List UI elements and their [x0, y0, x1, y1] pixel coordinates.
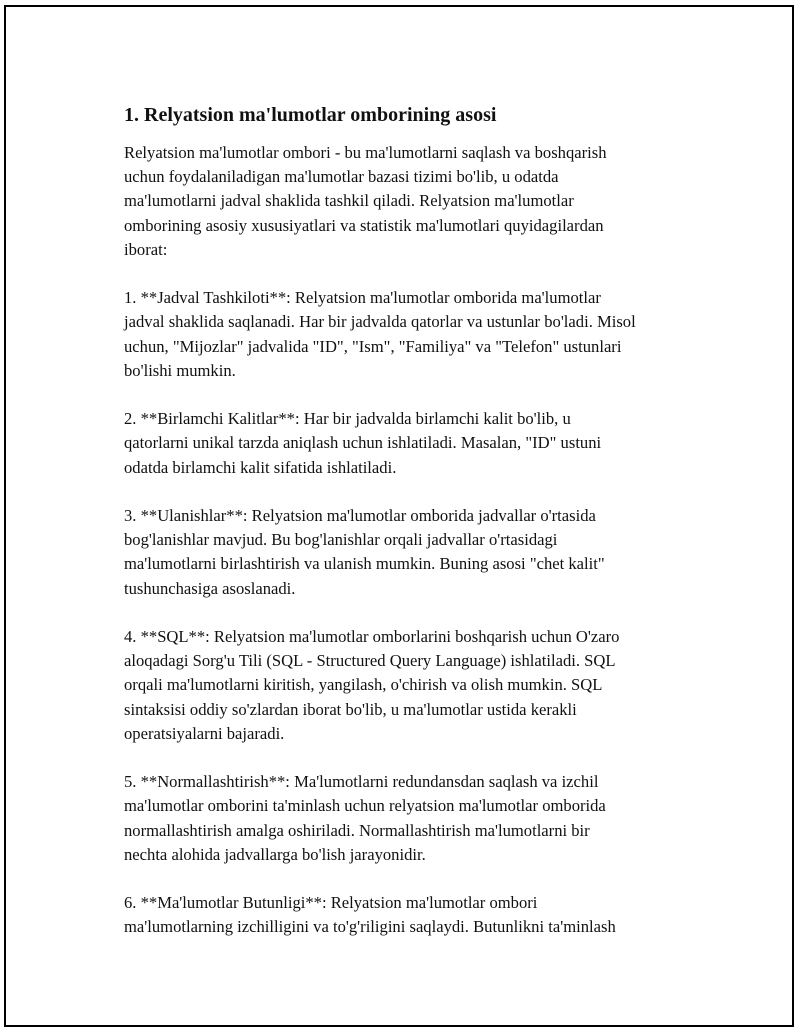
text-line: uchun foydalaniladigan ma'lumotlar bazasi tizimi bo'lib, u odatda	[124, 167, 559, 187]
text-line: bo'lishi mumkin.	[124, 360, 236, 380]
paragraph	[124, 625, 704, 746]
text-line: 1. **Jadval Tashkiloti**: Relyatsion ma'lumotlar omborida ma'lumotlar	[124, 288, 601, 308]
text-line: orqali ma'lumotlarni kiritish, yangilash, o'chirish va olish mumkin. SQL	[124, 675, 603, 695]
paragraph-list	[124, 141, 704, 940]
text-line: operatsiyalarni bajaradi.	[124, 723, 285, 743]
text-line: 3. **Ulanishlar**: Relyatsion ma'lumotlar omborida jadvallar o'rtasida	[124, 506, 596, 525]
paragraph	[124, 141, 704, 262]
text-line: uchun, "Mijozlar" jadvalida "ID", "Ism", "Familiya" va "Telefon" ustunlari	[124, 336, 622, 356]
text-line: normallashtirish amalga oshiriladi. Normallashtirish ma'lumotlarni bir	[124, 820, 590, 840]
text-line: ma'lumotlar omborini ta'minlash uchun relyatsion ma'lumotlar omborida	[124, 796, 606, 816]
paragraph	[124, 286, 704, 383]
text-line: 6. **Ma'lumotlar Butunligi**: Relyatsion ma'lumotlar ombori	[124, 893, 538, 913]
text-line: ma'lumotlarning izchilligini va to'g'riligini saqlaydi. Butunlikni ta'minlash	[124, 917, 616, 937]
text-line: jadval shaklida saqlanadi. Har bir jadvalda qatorlar va ustunlar bo'ladi. Misol	[124, 312, 636, 332]
paragraph	[124, 504, 704, 601]
text-line: ma'lumotlarni birlashtirish va ulanish mumkin. Buning asosi "chet kalit"	[124, 554, 605, 574]
text-line: 2. **Birlamchi Kalitlar**: Har bir jadvalda birlamchi kalit bo'lib, u	[124, 409, 571, 429]
text-line: omborining asosiy xususiyatlari va statistik ma'lumotlari quyidagilardan	[124, 215, 604, 235]
text-line: Relyatsion ma'lumotlar ombori - bu ma'lumotlarni saqlash va boshqarish	[124, 143, 607, 162]
text-line: 5. **Normallashtirish**: Ma'lumotlarni redundansdan saqlash va izchil	[124, 772, 599, 792]
text-line: tushunchasiga asoslanadi.	[124, 578, 296, 598]
page-frame	[4, 5, 794, 1027]
text-line: qatorlarni unikal tarzda aniqlash uchun ishlatiladi. Masalan, "ID" ustuni	[124, 433, 602, 453]
paragraph	[124, 407, 704, 480]
paragraph	[124, 770, 704, 867]
section-heading: 1. Relyatsion ma'lumotlar omborining asosi	[124, 104, 497, 126]
text-line: sintaksisi oddiy so'zlardan iborat bo'lib, u ma'lumotlar ustida kerakli	[124, 699, 577, 719]
text-line: iborat:	[124, 239, 168, 259]
text-line: odatda birlamchi kalit sifatida ishlatiladi.	[124, 457, 397, 477]
text-line: nechta alohida jadvallarga bo'lish jarayonidir.	[124, 844, 426, 864]
text-line: aloqadagi Sorg'u Tili (SQL - Structured Query Language) ishlatiladi. SQL	[124, 651, 616, 671]
text-line: bog'lanishlar mavjud. Bu bog'lanishlar orqali jadvallar o'rtasidagi	[124, 530, 558, 550]
text-line: ma'lumotlarni jadval shaklida tashkil qiladi. Relyatsion ma'lumotlar	[124, 191, 574, 211]
paragraph	[124, 891, 704, 939]
document-body	[124, 103, 704, 964]
text-line: 4. **SQL**: Relyatsion ma'lumotlar omborlarini boshqarish uchun O'zaro	[124, 627, 620, 646]
